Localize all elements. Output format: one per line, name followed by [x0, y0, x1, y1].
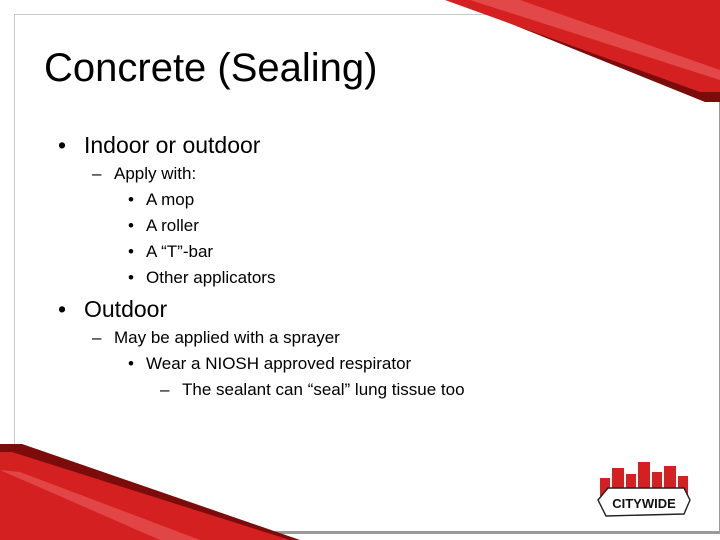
- bullet-marker: •: [128, 268, 134, 287]
- bullet-marker: •: [58, 132, 67, 158]
- sub-bullet-sprayer: May be applied with a sprayer: [114, 328, 340, 347]
- bullet-marker: •: [128, 190, 134, 209]
- item-other-applicators: Other applicators: [146, 268, 276, 287]
- dash-marker: –: [160, 380, 170, 399]
- bullet-indoor-outdoor: Indoor or outdoor: [84, 132, 261, 158]
- bullet-marker: •: [128, 242, 134, 261]
- citywide-logo: [596, 458, 692, 520]
- sub-bullet-apply-with: Apply with:: [114, 164, 197, 183]
- bullet-marker: •: [128, 216, 134, 235]
- bullet-marker: •: [128, 354, 134, 373]
- dash-marker: –: [92, 328, 102, 347]
- item-t-bar: A “T”-bar: [146, 242, 214, 261]
- item-respirator: Wear a NIOSH approved respirator: [146, 354, 412, 373]
- bullet-marker: •: [58, 296, 67, 322]
- bullet-outdoor: Outdoor: [84, 296, 168, 322]
- item-mop: A mop: [146, 190, 195, 209]
- svg-text:CITYWIDE: CITYWIDE: [612, 496, 676, 511]
- item-roller: A roller: [146, 216, 199, 235]
- slide-title: Concrete (Sealing): [44, 46, 378, 90]
- dash-marker: –: [92, 164, 102, 183]
- item-lung-tissue: The sealant can “seal” lung tissue too: [182, 380, 465, 399]
